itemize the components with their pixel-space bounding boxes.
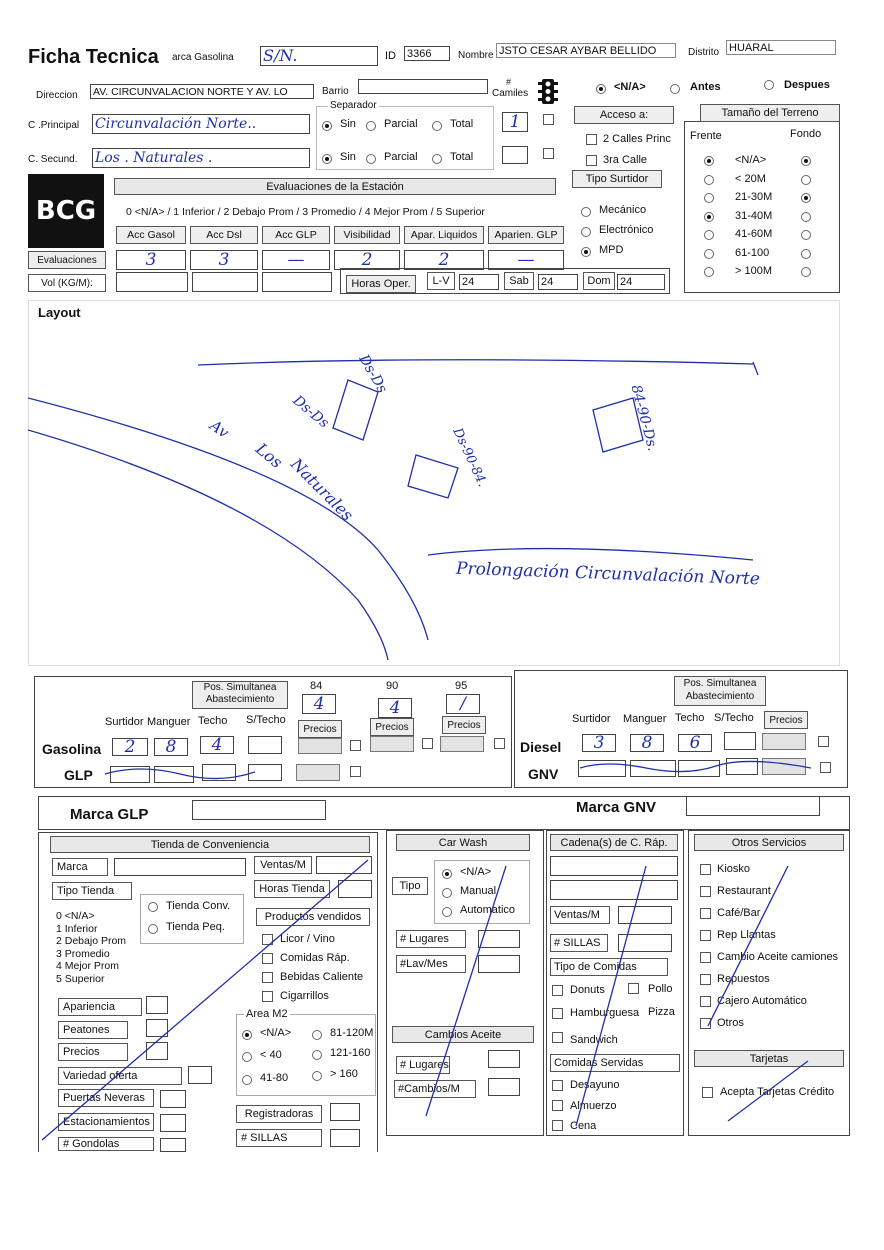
tienda-scale-item: 0 <N/A> bbox=[56, 910, 95, 922]
tercera-calle-label: 3ra Calle bbox=[603, 154, 648, 166]
cadena-sillas-label: # SILLAS bbox=[550, 934, 608, 952]
terreno-option-label: < 20M bbox=[735, 172, 766, 185]
pizza-label: Pizza bbox=[648, 1006, 675, 1018]
dsl-manguer-field[interactable]: 8 bbox=[630, 734, 664, 752]
tienda-sillas-label: # SILLAS bbox=[236, 1129, 322, 1147]
nombre-field[interactable]: JSTO CESAR AYBAR BELLIDO bbox=[496, 43, 676, 58]
status-antes-radio[interactable] bbox=[670, 84, 680, 94]
eval-value-field[interactable]: 2 bbox=[404, 250, 484, 270]
carwash-auto-label: Automatico bbox=[460, 904, 516, 916]
principal-sin-label: Sin bbox=[340, 118, 356, 130]
carwash-lugares-label: # Lugares bbox=[396, 930, 466, 948]
distrito-label: Distrito bbox=[688, 47, 720, 58]
principal-label: C .Principal bbox=[28, 120, 80, 131]
otros-label: Kiosko bbox=[717, 863, 751, 875]
gas-95-checkbox[interactable] bbox=[494, 738, 505, 749]
calles-checkbox[interactable] bbox=[586, 134, 597, 145]
tienda-peq-label: Tienda Peq. bbox=[166, 921, 225, 933]
pollo-label: Pollo bbox=[648, 983, 673, 995]
marca-gnv-field[interactable] bbox=[686, 796, 820, 816]
sketch-label-ds-3: Ds-90-84. bbox=[449, 425, 490, 490]
camiles-secund-field[interactable] bbox=[502, 146, 528, 164]
nombre-label: Nombre bbox=[458, 50, 494, 61]
status-despues-label: Despues bbox=[784, 79, 830, 91]
sandwich-label: Sandwich bbox=[570, 1034, 618, 1046]
cadena-ventas-label: Ventas/M bbox=[550, 906, 610, 924]
eval-col-header: Visibilidad bbox=[334, 226, 400, 244]
barrio-label: Barrio bbox=[322, 86, 349, 97]
producto-label: Licor / Vino bbox=[280, 933, 335, 945]
hamburguesa-label: Hamburguesa bbox=[570, 1007, 640, 1019]
tienda-marca-label: Marca bbox=[52, 858, 108, 876]
sketch-label-naturales: Naturales bbox=[287, 454, 358, 525]
grade-95-field[interactable]: / bbox=[446, 694, 480, 714]
glp-checkbox[interactable] bbox=[350, 766, 361, 777]
otros-label: Restaurant bbox=[717, 885, 771, 897]
terreno-option-label: <N/A> bbox=[735, 154, 767, 166]
separador-label: Separador bbox=[330, 100, 377, 111]
producto-label: Comidas Ráp. bbox=[280, 952, 350, 964]
terreno-option-label: > 100M bbox=[735, 265, 772, 277]
frente-radio-0[interactable] bbox=[704, 156, 714, 166]
dsl-stecho-label: S/Techo bbox=[714, 712, 754, 724]
vol-field-2[interactable] bbox=[192, 272, 258, 292]
sketch-label-ds-1: Ds-Ds bbox=[355, 352, 391, 396]
tercera-calle-checkbox[interactable] bbox=[586, 155, 597, 166]
eval-col-header: Aparien. GLP bbox=[488, 226, 564, 244]
dom-label: Dom bbox=[583, 272, 615, 290]
gondolas-label: # Gondolas bbox=[58, 1137, 154, 1151]
marca-field[interactable]: S/N. bbox=[260, 46, 378, 66]
sketch-label-los: Los bbox=[252, 439, 287, 472]
lv-label: L-V bbox=[427, 272, 455, 290]
cambios-lugares-label: # Lugares bbox=[396, 1056, 450, 1074]
cadena-strike-line bbox=[546, 836, 684, 1136]
producto-label: Bebidas Caliente bbox=[280, 971, 364, 983]
area-41-label: 41-80 bbox=[260, 1072, 289, 1084]
otros-label: Cajero Automático bbox=[717, 995, 807, 1007]
eval-col-header: Acc Dsl bbox=[190, 226, 258, 244]
area-na-label: <N/A> bbox=[260, 1027, 292, 1039]
sab-label: Sab bbox=[504, 272, 534, 290]
vol-field-3[interactable] bbox=[262, 272, 332, 292]
barrio-field[interactable] bbox=[358, 79, 488, 94]
direccion-label: Direccion bbox=[36, 90, 78, 101]
gas-84-checkbox[interactable] bbox=[350, 740, 361, 751]
grade-95-label: 95 bbox=[455, 680, 468, 692]
sab-field[interactable]: 24 bbox=[538, 274, 578, 290]
terreno-option-label: 41-60M bbox=[735, 228, 773, 240]
otros-label: Repuestos bbox=[717, 973, 770, 985]
gas-precios-84[interactable]: Precios bbox=[298, 720, 342, 738]
carwash-header: Car Wash bbox=[396, 834, 530, 851]
frente-label: Frente bbox=[690, 130, 722, 142]
variedad-label: Variedad oferta bbox=[58, 1067, 182, 1085]
secund-camiles-checkbox[interactable] bbox=[543, 148, 554, 159]
secund-total-label: Total bbox=[450, 151, 474, 163]
grade-90-field[interactable]: 4 bbox=[378, 698, 412, 718]
secund-parcial-label: Parcial bbox=[384, 151, 418, 163]
status-na-radio[interactable] bbox=[596, 84, 606, 94]
gas-90-checkbox[interactable] bbox=[422, 738, 433, 749]
dsl-surtidor-field[interactable]: 3 bbox=[582, 734, 616, 752]
sketch-road-av-2 bbox=[28, 430, 388, 660]
tienda-scale-item: 1 Inferior bbox=[56, 922, 98, 935]
marca-glp-label: Marca GLP bbox=[70, 806, 149, 823]
dsl-precios[interactable]: Precios bbox=[764, 711, 808, 729]
page-title: Ficha Tecnica bbox=[28, 46, 159, 68]
gas-surtidor-field[interactable]: 2 bbox=[112, 738, 148, 756]
electronico-label: Electrónico bbox=[599, 224, 654, 236]
puertas-label: Puertas Neveras bbox=[58, 1089, 154, 1107]
frente-radio-2[interactable] bbox=[704, 193, 714, 203]
terreno-option-label: 21-30M bbox=[735, 191, 773, 203]
dsl-techo-field[interactable]: 6 bbox=[678, 734, 712, 752]
principal-field[interactable]: Circunvalación Norte.. bbox=[92, 114, 310, 134]
carwash-lavmes-label: #Lav/Mes bbox=[396, 955, 466, 973]
sketch-label-prolongacion: Prolongación Circunvalación Norte bbox=[455, 558, 761, 590]
tienda-scale-item: 2 Debajo Prom bbox=[56, 935, 127, 947]
area-label: Area M2 bbox=[246, 1008, 288, 1020]
horas-tienda-label: Horas Tienda bbox=[254, 880, 330, 898]
frente-radio-6[interactable] bbox=[704, 267, 714, 277]
comidas-servidas-header: Comidas Servidas bbox=[550, 1054, 680, 1072]
area-81-label: 81-120M bbox=[330, 1027, 374, 1039]
marca-glp-field[interactable] bbox=[192, 800, 326, 820]
bcg-logo: BCG bbox=[28, 174, 104, 248]
dsl-price[interactable] bbox=[762, 733, 806, 750]
desayuno-label: Desayuno bbox=[570, 1079, 620, 1091]
fondo-radio-1[interactable] bbox=[801, 175, 811, 185]
otros-header: Otros Servicios bbox=[694, 834, 844, 851]
carwash-tipo-label: Tipo bbox=[392, 877, 428, 895]
gas-manguer-label: Manguer bbox=[147, 716, 191, 728]
sketch-pump-2 bbox=[408, 455, 458, 498]
estacionamientos-label: Estacionamientos bbox=[58, 1113, 154, 1131]
fondo-radio-5[interactable] bbox=[801, 249, 811, 259]
fondo-radio-6[interactable] bbox=[801, 267, 811, 277]
camiles-hash: # bbox=[506, 77, 512, 87]
fondo-radio-2[interactable] bbox=[801, 193, 811, 203]
tienda-ventas-label: Ventas/M bbox=[254, 856, 312, 874]
gas-surtidor-label: Surtidor bbox=[105, 716, 144, 728]
dsl-manguer-label: Manguer bbox=[623, 713, 667, 725]
gas-stecho-field[interactable] bbox=[248, 736, 282, 754]
registradoras-label: Registradoras bbox=[236, 1105, 322, 1123]
terreno-option-label: 61-100 bbox=[735, 246, 770, 259]
donuts-label: Donuts bbox=[570, 984, 605, 996]
frente-radio-3[interactable] bbox=[704, 212, 714, 222]
principal-parcial-radio[interactable] bbox=[366, 121, 376, 131]
gasolina-label: Gasolina bbox=[42, 741, 102, 757]
otros-label: Café/Bar bbox=[717, 907, 761, 919]
tipo-tienda-label: Tipo Tienda bbox=[52, 882, 132, 900]
eval-value-field[interactable]: — bbox=[488, 250, 564, 270]
gas-manguer-field[interactable]: 8 bbox=[154, 738, 188, 756]
gas-price-84[interactable] bbox=[298, 738, 342, 754]
productos-header: Productos vendidos bbox=[256, 908, 370, 926]
fondo-radio-4[interactable] bbox=[801, 230, 811, 240]
gas-pos-sim: Pos. Simultanea Abastecimiento bbox=[192, 681, 288, 709]
grade-84-field[interactable]: 4 bbox=[302, 694, 336, 714]
gas-price-95[interactable] bbox=[440, 736, 484, 752]
layout-sketch bbox=[28, 300, 840, 666]
cambios-header: Cambios Aceite bbox=[392, 1026, 534, 1043]
terreno-header: Tamaño del Terreno bbox=[700, 104, 840, 122]
vol-label: Vol (KG/M): bbox=[28, 274, 106, 292]
gnv-label: GNV bbox=[528, 766, 559, 782]
gas-precios-90[interactable]: Precios bbox=[370, 718, 414, 736]
sketch-label-ds-4: 84-90-Ds. bbox=[627, 383, 661, 453]
secund-parcial-radio[interactable] bbox=[366, 154, 376, 164]
eval-col-header: Acc GLP bbox=[262, 226, 330, 244]
mecanico-label: Mecánico bbox=[599, 204, 647, 216]
principal-camiles-checkbox[interactable] bbox=[543, 114, 554, 125]
camiles-principal-field[interactable]: 1 bbox=[502, 112, 528, 132]
dsl-stecho-field[interactable] bbox=[724, 732, 756, 750]
eval-col-header: Apar. Liquidos bbox=[404, 226, 484, 244]
dom-field[interactable]: 24 bbox=[617, 274, 665, 290]
gas-techo-field[interactable]: 4 bbox=[200, 736, 234, 754]
glp-strike-line bbox=[100, 760, 260, 786]
mpd-label: MPD bbox=[599, 244, 624, 256]
gas-techo-label: Techo bbox=[198, 715, 228, 727]
eval-col-header: Acc Gasol bbox=[116, 226, 186, 244]
tienda-conv-label: Tienda Conv. bbox=[166, 900, 231, 912]
principal-total-label: Total bbox=[450, 118, 474, 130]
traffic-light-icon bbox=[536, 78, 560, 106]
cadena-header: Cadena(s) de C. Ráp. bbox=[550, 834, 678, 851]
eval-value-field[interactable]: — bbox=[262, 250, 330, 270]
mecanico-radio[interactable] bbox=[581, 207, 591, 217]
gas-price-90[interactable] bbox=[370, 736, 414, 752]
marca-label: arca Gasolina bbox=[172, 52, 234, 63]
grade-84-label: 84 bbox=[310, 680, 323, 692]
secund-field[interactable]: Los . Naturales . bbox=[92, 148, 310, 168]
cena-label: Cena bbox=[570, 1120, 597, 1132]
tienda-scale-item: 4 Mejor Prom bbox=[56, 960, 120, 972]
area-40-label: < 40 bbox=[260, 1049, 282, 1061]
carwash-na-label: <N/A> bbox=[460, 866, 492, 878]
evaluaciones-row-label: Evaluaciones bbox=[28, 251, 106, 269]
almuerzo-label: Almuerzo bbox=[570, 1100, 617, 1112]
status-na-label: <N/A> bbox=[614, 81, 646, 93]
electronico-radio[interactable] bbox=[581, 227, 591, 237]
marca-gnv-label: Marca GNV bbox=[576, 799, 657, 816]
tienda-scale-item: 5 Superior bbox=[56, 972, 105, 985]
fondo-label: Fondo bbox=[790, 128, 822, 140]
lv-field[interactable]: 24 bbox=[459, 274, 499, 290]
otros-label: Otros bbox=[717, 1017, 744, 1029]
grade-90-label: 90 bbox=[386, 680, 399, 692]
otros-label: Cambio Aceite camiones bbox=[717, 951, 839, 963]
eval-value-field[interactable]: 3 bbox=[116, 250, 186, 270]
tarjetas-header: Tarjetas bbox=[694, 1050, 844, 1067]
fondo-radio-3[interactable] bbox=[801, 212, 811, 222]
terreno-option-label: 31-40M bbox=[735, 209, 773, 222]
secund-total-radio[interactable] bbox=[432, 154, 442, 164]
eval-value-field[interactable]: 3 bbox=[190, 250, 258, 270]
glp-label: GLP bbox=[64, 767, 93, 783]
dsl-techo-label: Techo bbox=[675, 712, 705, 724]
horas-label: Horas Oper. bbox=[346, 275, 416, 293]
dsl-surtidor-label: Surtidor bbox=[572, 713, 611, 725]
gnv-strike-line bbox=[576, 756, 816, 780]
diesel-label: Diesel bbox=[520, 739, 562, 755]
acceso-header: Acceso a: bbox=[574, 106, 674, 124]
frente-radio-5[interactable] bbox=[704, 249, 714, 259]
sketch-road-top bbox=[198, 360, 753, 365]
calles-label: 2 Calles Princ bbox=[603, 133, 671, 145]
layout-title: Layout bbox=[38, 305, 81, 320]
tienda-header: Tienda de Conveniencia bbox=[50, 836, 370, 853]
carwash-strike-line bbox=[386, 836, 544, 1136]
status-antes-label: Antes bbox=[690, 81, 721, 93]
tipo-comidas-header: Tipo de Comidas bbox=[550, 958, 668, 976]
otros-label: Rep Llantas bbox=[717, 929, 776, 941]
eval-value-field[interactable]: 2 bbox=[334, 250, 400, 270]
fondo-radio-0[interactable] bbox=[801, 156, 811, 166]
secund-sin-radio[interactable] bbox=[322, 154, 332, 164]
id-field[interactable]: 3366 bbox=[404, 46, 450, 61]
sketch-road-corner bbox=[753, 362, 758, 375]
principal-parcial-label: Parcial bbox=[384, 118, 418, 130]
apariencia-label: Apariencia bbox=[58, 998, 142, 1016]
evaluaciones-scale: 0 <N/A> / 1 Inferior / 2 Debajo Prom / 3 Promedio / 4 Mejor Prom / 5 Superior bbox=[126, 206, 485, 218]
principal-total-radio[interactable] bbox=[432, 121, 442, 131]
producto-label: Cigarrillos bbox=[280, 990, 329, 1002]
precios-label: Precios bbox=[58, 1043, 128, 1061]
id-label: ID bbox=[385, 50, 396, 62]
sketch-label-ds-2: Ds-Ds bbox=[289, 392, 332, 432]
sketch-road-prolong bbox=[428, 549, 753, 560]
evaluaciones-header: Evaluaciones de la Estación bbox=[114, 178, 556, 195]
gas-precios-95[interactable]: Precios bbox=[442, 716, 486, 734]
tipo-surtidor-header: Tipo Surtidor bbox=[572, 170, 662, 188]
principal-sin-radio[interactable] bbox=[322, 121, 332, 131]
glp-price[interactable] bbox=[296, 764, 340, 781]
gas-stecho-label: S/Techo bbox=[246, 714, 286, 726]
dsl-pos-sim: Pos. Simultanea Abastecimiento bbox=[674, 676, 766, 706]
gnv-checkbox[interactable] bbox=[820, 762, 831, 773]
secund-sin-label: Sin bbox=[340, 151, 356, 163]
secund-label: C. Secund. bbox=[28, 154, 78, 165]
peatones-label: Peatones bbox=[58, 1021, 128, 1039]
carwash-manual-label: Manual bbox=[460, 885, 497, 897]
tienda-strike-line bbox=[38, 840, 378, 1152]
area-160-label: > 160 bbox=[330, 1068, 358, 1080]
cambios-mes-label: #Cambios/M bbox=[394, 1080, 476, 1098]
camiles-label: Camiles bbox=[492, 88, 529, 99]
frente-radio-1[interactable] bbox=[704, 175, 714, 185]
sketch-label-av: Av bbox=[206, 416, 233, 442]
tienda-scale-item: 3 Promedio bbox=[56, 947, 110, 960]
area-121-label: 121-160 bbox=[330, 1047, 371, 1059]
vol-field-1[interactable] bbox=[116, 272, 188, 292]
frente-radio-4[interactable] bbox=[704, 230, 714, 240]
otros-strike-line bbox=[688, 836, 850, 1136]
acepta-tarjetas-label: Acepta Tarjetas Crédito bbox=[720, 1086, 835, 1098]
distrito-field[interactable]: HUARAL bbox=[726, 40, 836, 55]
mpd-radio[interactable] bbox=[581, 247, 591, 257]
dsl-checkbox[interactable] bbox=[818, 736, 829, 747]
status-despues-radio[interactable] bbox=[764, 80, 774, 90]
sketch-road-av-1 bbox=[28, 398, 428, 640]
direccion-field[interactable]: AV. CIRCUNVALACION NORTE Y AV. LO bbox=[90, 84, 314, 99]
